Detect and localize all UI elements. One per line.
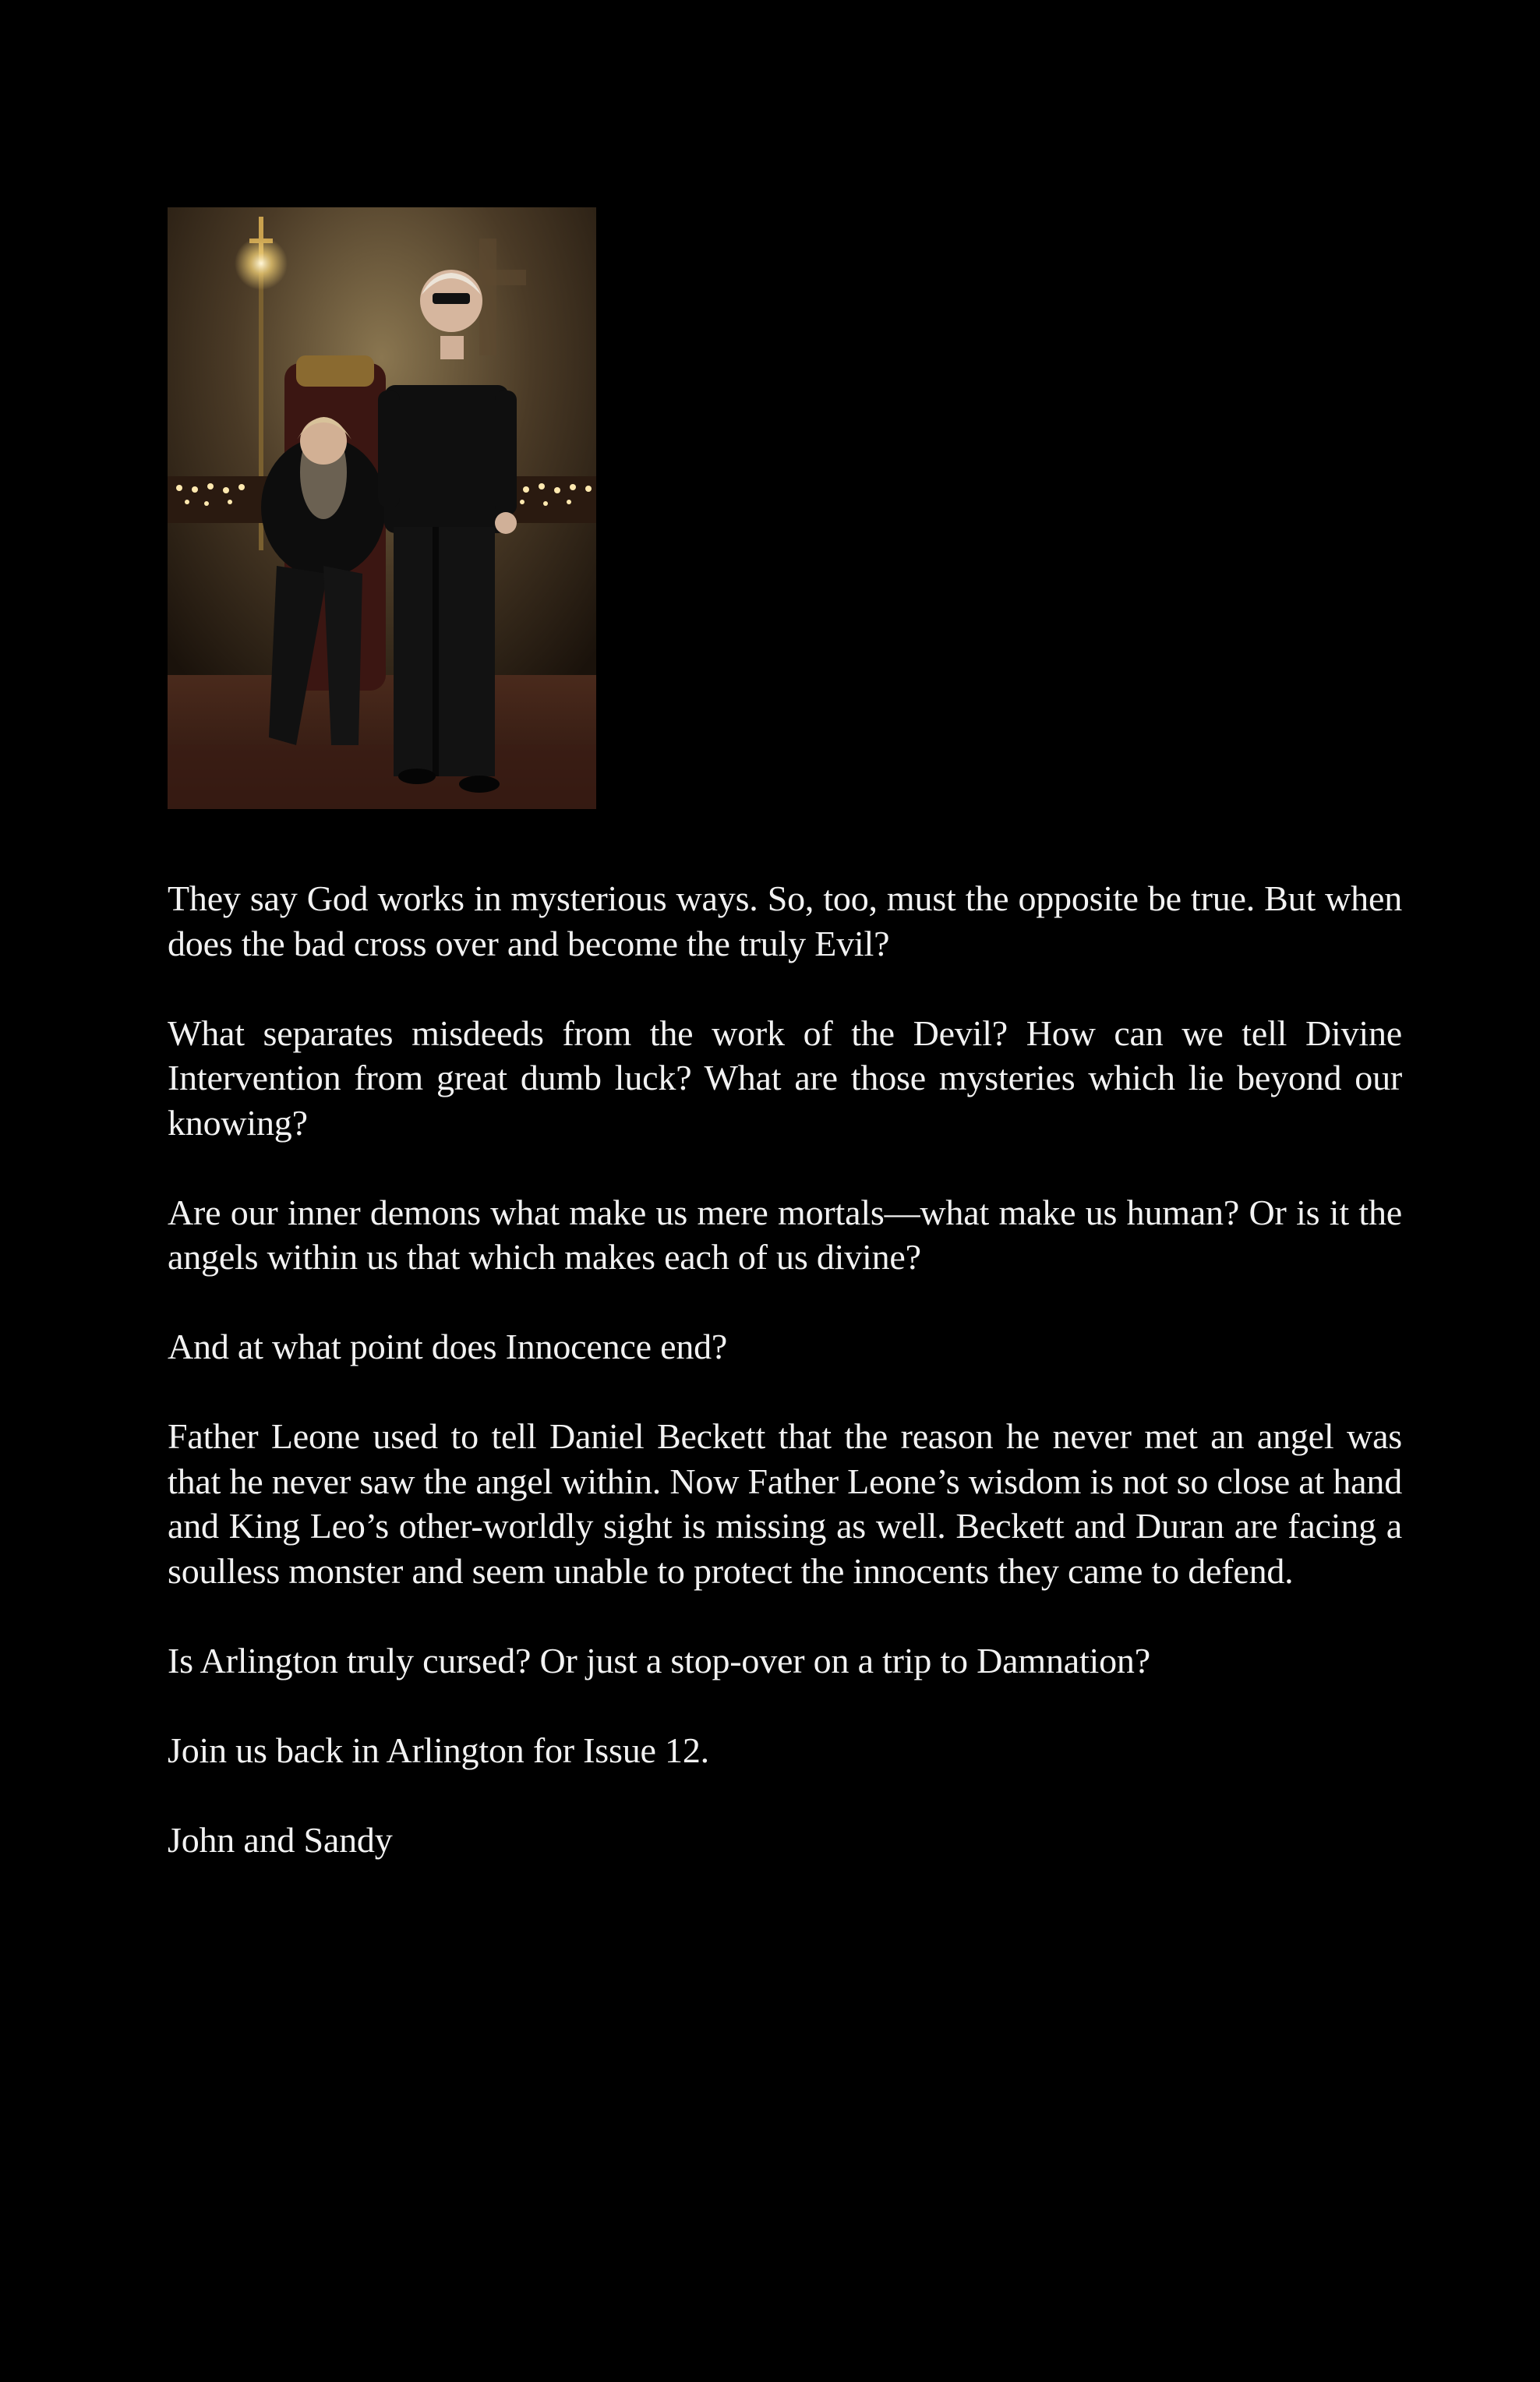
portrait-photo-illustration [168, 207, 596, 809]
letter-text [168, 876, 1402, 1907]
paragraph-7: Join us back in Arlington for Issue 12. [168, 1730, 709, 1770]
paragraph-6: Is Arlington truly cursed? Or just a stop-over on a trip to Damnation? [168, 1640, 1150, 1680]
portrait-photo [168, 207, 596, 809]
paragraph-1: They say God works in mysterious ways. So, too, must the opposite be true. But when does the bad cross over and become the truly Evil? [168, 878, 1402, 963]
paragraph-4: And at what point does Innocence end? [168, 1327, 728, 1366]
paragraph-2: What separates misdeeds from the work of the Devil? How can we tell Divine Intervention from great dumb luck? What are those mysteries which lie beyond our knowing? [168, 1013, 1402, 1143]
signature-line: John and Sandy [168, 1819, 393, 1860]
paragraph-5: Father Leone used to tell Daniel Beckett that the reason he never met an angel was that he never saw the angel within. Now Father Leone’s wisdom is not so close at hand and King Leo’s other-worldly sight is missing as well. Beckett and Duran are facing a soulless monster and seem unable to protect the innocents they came to defend. [168, 1416, 1402, 1591]
paragraph-3: Are our inner demons what make us mere mortals—what make us human? Or is it the angels within us that which makes each of us divine? [168, 1192, 1402, 1277]
